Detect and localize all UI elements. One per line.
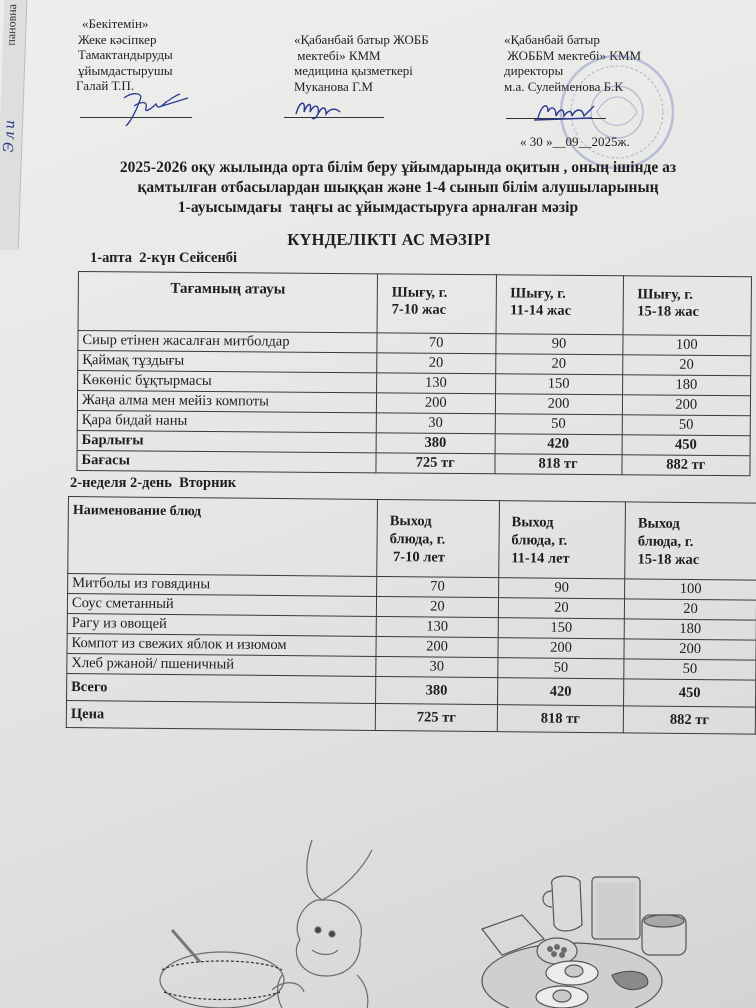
portion-value: 150 (495, 374, 622, 395)
total-value: 450 (622, 435, 751, 456)
column-header-age-11-14 (496, 275, 624, 335)
signature-medic (292, 96, 352, 120)
portion-value: 20 (495, 354, 622, 375)
approval-line: мектебі» КММ (294, 47, 381, 63)
approval-line: Муканова Г.М (294, 78, 373, 94)
dish-name: Хлеб ржаной/ пшеничный (67, 653, 376, 676)
title-line-2: қамтылған отбасылардан шыққан және 1-4 сынып білім алушыларының (137, 179, 659, 196)
portion-value: 20 (624, 599, 756, 620)
header-line: Выход (389, 513, 432, 530)
approval-line: ЖОББМ мектебі» КММ (504, 47, 642, 63)
portion-value: 200 (376, 393, 495, 414)
signature-director (532, 98, 602, 124)
column-header-dish: Тағамның атауы (78, 272, 377, 333)
portion-value: 90 (495, 334, 622, 355)
portion-value: 50 (498, 658, 624, 679)
portion-value: 50 (622, 415, 751, 436)
price-label: Бағасы (77, 450, 376, 472)
menu-document (22, 0, 756, 1008)
portion-value: 50 (495, 414, 622, 435)
approval-block-caterer (76, 16, 173, 94)
header-line: блюда, г. (511, 532, 568, 549)
dish-name: Жаңа алма мен мейіз компоты (77, 391, 376, 413)
header-line: блюда, г. (389, 531, 446, 548)
dish-name: Соус сметанный (67, 594, 376, 617)
day-label-kz: 1-апта 2-күн Сейсенбі (90, 250, 238, 266)
portion-value: 100 (625, 579, 756, 600)
day-label-ru: 2-неделя 2-день Вторник (70, 475, 237, 491)
column-header-age-7-10 (377, 499, 500, 577)
portion-value: 200 (622, 395, 751, 416)
dish-name: Сиыр етінен жасалған митболдар (78, 331, 377, 353)
price-value: 882 тг (622, 455, 751, 476)
portion-value: 20 (377, 353, 496, 374)
menu-table-kz (76, 271, 752, 476)
header-line: 7-10 жас (391, 301, 447, 318)
portion-value: 180 (624, 619, 756, 640)
portion-value: 100 (622, 335, 751, 356)
approval-line: директоры (504, 63, 564, 78)
approval-line: «Қабанбай батыр (504, 32, 600, 47)
chef-illustration (132, 830, 392, 1008)
portion-value: 20 (376, 596, 498, 617)
portion-value: 180 (622, 375, 751, 396)
portion-value: 30 (376, 413, 495, 434)
portion-value: 90 (498, 578, 624, 599)
portion-value: 70 (377, 333, 496, 354)
total-value: 450 (624, 679, 756, 707)
total-value: 380 (376, 433, 495, 454)
signature-caterer (118, 88, 198, 128)
header-line: 11-14 лет (511, 550, 570, 567)
table-header-row (78, 272, 751, 336)
dish-name: Митболы из говядины (68, 574, 377, 597)
total-value: 420 (497, 678, 624, 706)
portion-value: 130 (377, 373, 496, 394)
approval-line: Жеке кәсіпкер (78, 31, 157, 47)
price-value: 882 тг (623, 706, 755, 734)
total-label: Барлығы (77, 430, 376, 452)
total-label: Всего (67, 673, 376, 703)
portion-value: 200 (495, 394, 622, 415)
portion-value: 200 (376, 636, 498, 657)
title-line-1: 2025-2026 оқу жылында орта білім беру ұйымдарында оқитын , оның ішінде аз (119, 159, 677, 176)
portion-value: 20 (622, 355, 751, 376)
dish-name: Қаймақ тұздығы (78, 351, 377, 373)
header-line: 11-14 жас (510, 302, 572, 319)
header-line: Выход (511, 514, 554, 531)
approval-block-medic (294, 32, 429, 94)
approval-line: ұйымдастырушы (78, 62, 173, 78)
column-header-age-15-18 (625, 502, 756, 580)
dish-name: Көкөніс бұқтырмасы (78, 371, 377, 393)
portion-value: 70 (377, 576, 499, 597)
price-value: 725 тг (375, 703, 497, 731)
underlying-sheet-text: пановна (3, 4, 20, 46)
total-value: 380 (376, 676, 498, 704)
table-header-row (68, 497, 756, 581)
dish-name: Компот из свежих яблок и изюмом (67, 633, 376, 656)
approval-line: Галай Т.П. (76, 78, 135, 93)
header-line: 15-18 жас (637, 303, 700, 320)
price-value: 818 тг (497, 705, 624, 733)
dish-name: Қара бидай наны (77, 410, 376, 432)
price-value: 818 тг (494, 454, 621, 475)
title-line-3: 1-ауысымдағы таңғы ас ұйымдастыруға арналған мәзір (177, 199, 579, 216)
price-value: 725 тг (376, 453, 495, 474)
column-header-age-11-14 (499, 501, 626, 579)
column-header-dish: Наименование блюд (68, 497, 378, 577)
portion-value: 30 (376, 656, 498, 677)
portion-value: 200 (624, 639, 756, 660)
header-line: 7-10 лет (389, 549, 446, 566)
document-title (40, 158, 756, 218)
portion-value: 150 (498, 618, 624, 639)
header-line: Шығу, г. (510, 285, 566, 302)
portion-value: 130 (376, 616, 498, 637)
column-header-age-15-18 (623, 276, 752, 336)
approval-line: м.а. Сулейменова Б.К (504, 78, 624, 94)
header-line: Выход (637, 515, 680, 532)
underlying-sheet-handwriting: Эли (1, 118, 19, 153)
menu-table-ru (66, 496, 756, 735)
menu-heading: КҮНДЕЛІКТІ АС МӘЗІРІ (287, 230, 491, 249)
header-line: блюда, г. (637, 533, 694, 551)
approval-line: медицина қызметкері (294, 63, 413, 78)
price-label: Цена (66, 700, 375, 730)
column-header-age-7-10 (377, 274, 496, 334)
approval-line: «Бекітемін» (82, 16, 149, 31)
portion-value: 20 (498, 598, 624, 619)
total-value: 420 (495, 434, 622, 455)
approval-line: «Қабанбай батыр ЖОББ (294, 32, 429, 47)
header-line: 15-18 жас (637, 551, 700, 569)
price-row (77, 450, 750, 475)
dish-name: Рагу из овощей (67, 613, 376, 636)
approval-line: Тамактандыруды (78, 47, 173, 62)
price-row (66, 700, 755, 734)
header-line: Шығу, г. (637, 286, 693, 303)
breakfast-illustration (462, 855, 692, 1008)
approval-date: « 30 »__09__2025ж. (520, 134, 630, 149)
portion-value: 50 (624, 659, 756, 680)
header-line: Шығу, г. (391, 284, 448, 301)
portion-value: 200 (498, 638, 624, 659)
